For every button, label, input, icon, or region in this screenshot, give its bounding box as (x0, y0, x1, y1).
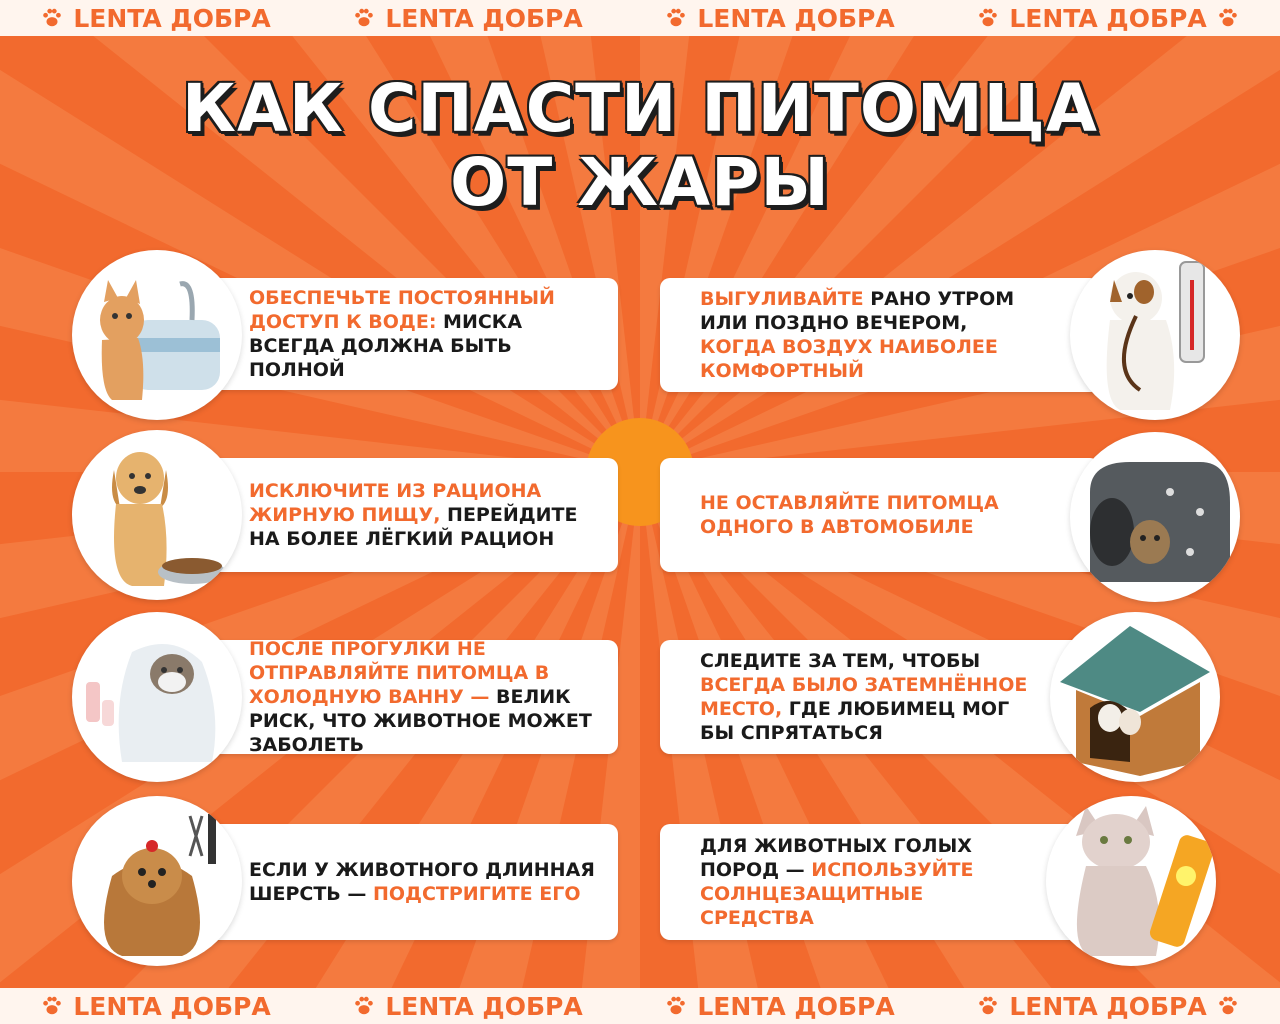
tip-image-water (72, 250, 242, 420)
paw-icon (977, 995, 999, 1017)
paw-icon (41, 995, 63, 1017)
tip-highlight: ПОДСТРИГИТЕ ЕГО (373, 883, 581, 905)
brand-label: LENTA ДОБРА (697, 991, 895, 1021)
tip-text (249, 479, 608, 551)
dog-food-bowl-icon (72, 430, 242, 600)
tip-rest: ПЕРЕЙДИТЕ НА БОЛЕЕ ЛЁГКИЙ РАЦИОН (249, 504, 578, 550)
brand-item (353, 992, 582, 1021)
tip-rest: СЛЕДИТЕ ЗА ТЕМ, ЧТОБЫ (700, 650, 981, 672)
tip-card-walk (660, 278, 1100, 392)
paw-icon (353, 7, 375, 29)
tip-image-food (72, 430, 242, 600)
tip-rest: РАНО УТРОМ ИЛИ ПОЗДНО ВЕЧЕРОМ, (700, 288, 1015, 334)
brand-label: LENTA ДОБРА (1009, 3, 1207, 33)
paw-icon (1217, 7, 1239, 29)
tip-image-shade (1050, 612, 1220, 782)
brand-label: LENTA ДОБРА (73, 991, 271, 1021)
brand-label: LENTA ДОБРА (385, 991, 583, 1021)
tip-rest-2: ГДЕ ЛЮБИМЕЦ МОГ БЫ СПРЯТАТЬСЯ (700, 698, 1010, 744)
cat-towel-icon (72, 612, 242, 782)
tip-card-sunscreen (660, 824, 1100, 940)
dog-grooming-icon (72, 796, 242, 966)
brand-item (977, 992, 1238, 1021)
tip-rest: МИСКА ВСЕГДА ДОЛЖНА БЫТЬ ПОЛНОЙ (249, 311, 523, 381)
tip-highlight: ИСКЛЮЧИТЕ ИЗ РАЦИОНА ЖИРНУЮ ПИЩУ, (249, 480, 542, 526)
cat-carrier-icon (1070, 432, 1240, 602)
tip-highlight: ВЫГУЛИВАЙТЕ (700, 288, 864, 310)
tip-text (249, 637, 608, 757)
tip-card-shade (660, 640, 1100, 754)
tip-highlight: НЕ ОСТАВЛЯЙТЕ ПИТОМЦА ОДНОГО В АВТОМОБИЛЕ (700, 492, 999, 538)
tip-highlight-2: КОГДА ВОЗДУХ НАИБОЛЕЕ КОМФОРТНЫЙ (700, 336, 998, 382)
dog-leash-thermometer-icon (1070, 250, 1240, 420)
title-line-2: ОТ ЖАРЫ (450, 144, 830, 221)
brand-item (353, 4, 582, 33)
paw-icon (977, 7, 999, 29)
brand-label: LENTA ДОБРА (1009, 991, 1207, 1021)
tip-image-walk (1070, 250, 1240, 420)
tip-text (249, 858, 608, 906)
brand-band-bottom (0, 988, 1280, 1024)
paw-icon (1217, 995, 1239, 1017)
tip-card-car (660, 458, 1100, 572)
tip-text (700, 491, 1030, 539)
tip-highlight: ОБЕСПЕЧЬТЕ ПОСТОЯННЫЙ ДОСТУП К ВОДЕ: (249, 287, 555, 333)
tip-rest: ЕСЛИ У ЖИВОТНОГО ДЛИННАЯ ШЕРСТЬ — (249, 859, 595, 905)
tip-image-car (1070, 432, 1240, 602)
brand-item (41, 992, 270, 1021)
tip-text (700, 287, 1030, 383)
tip-text (700, 834, 1030, 930)
paw-icon (665, 7, 687, 29)
brand-label: LENTA ДОБРА (73, 3, 271, 33)
brand-band-top (0, 0, 1280, 36)
dog-house-icon (1050, 612, 1220, 782)
tip-highlight: ВСЕГДА БЫЛО ЗАТЕМНЁННОЕ МЕСТО, (700, 674, 1028, 720)
brand-item (41, 4, 270, 33)
paw-icon (665, 995, 687, 1017)
tip-image-haircut (72, 796, 242, 966)
tip-rest: ДЛЯ ЖИВОТНЫХ ГОЛЫХ ПОРОД — (700, 835, 972, 881)
paw-icon (41, 7, 63, 29)
sphynx-cat-sunscreen-icon (1046, 796, 1216, 966)
tip-text (249, 286, 608, 382)
brand-label: LENTA ДОБРА (697, 3, 895, 33)
page-title (0, 72, 1280, 220)
brand-item (665, 4, 894, 33)
tip-image-bath (72, 612, 242, 782)
tip-image-sunscreen (1046, 796, 1216, 966)
tip-text (700, 649, 1030, 745)
brand-label: LENTA ДОБРА (385, 3, 583, 33)
tip-highlight: ИСПОЛЬЗУЙТЕ СОЛНЦЕЗАЩИТНЫЕ СРЕДСТВА (700, 859, 974, 929)
title-line-1: КАК СПАСТИ ПИТОМЦА (182, 70, 1098, 147)
tip-rest: ВЕЛИК РИСК, ЧТО ЖИВОТНОЕ МОЖЕТ ЗАБОЛЕТЬ (249, 686, 592, 756)
tip-highlight: ПОСЛЕ ПРОГУЛКИ НЕ ОТПРАВЛЯЙТЕ ПИТОМЦА В ХОЛОДНУЮ ВАННУ — (249, 638, 550, 708)
cat-water-fountain-icon (72, 250, 242, 420)
paw-icon (353, 995, 375, 1017)
brand-item (977, 4, 1238, 33)
brand-item (665, 992, 894, 1021)
